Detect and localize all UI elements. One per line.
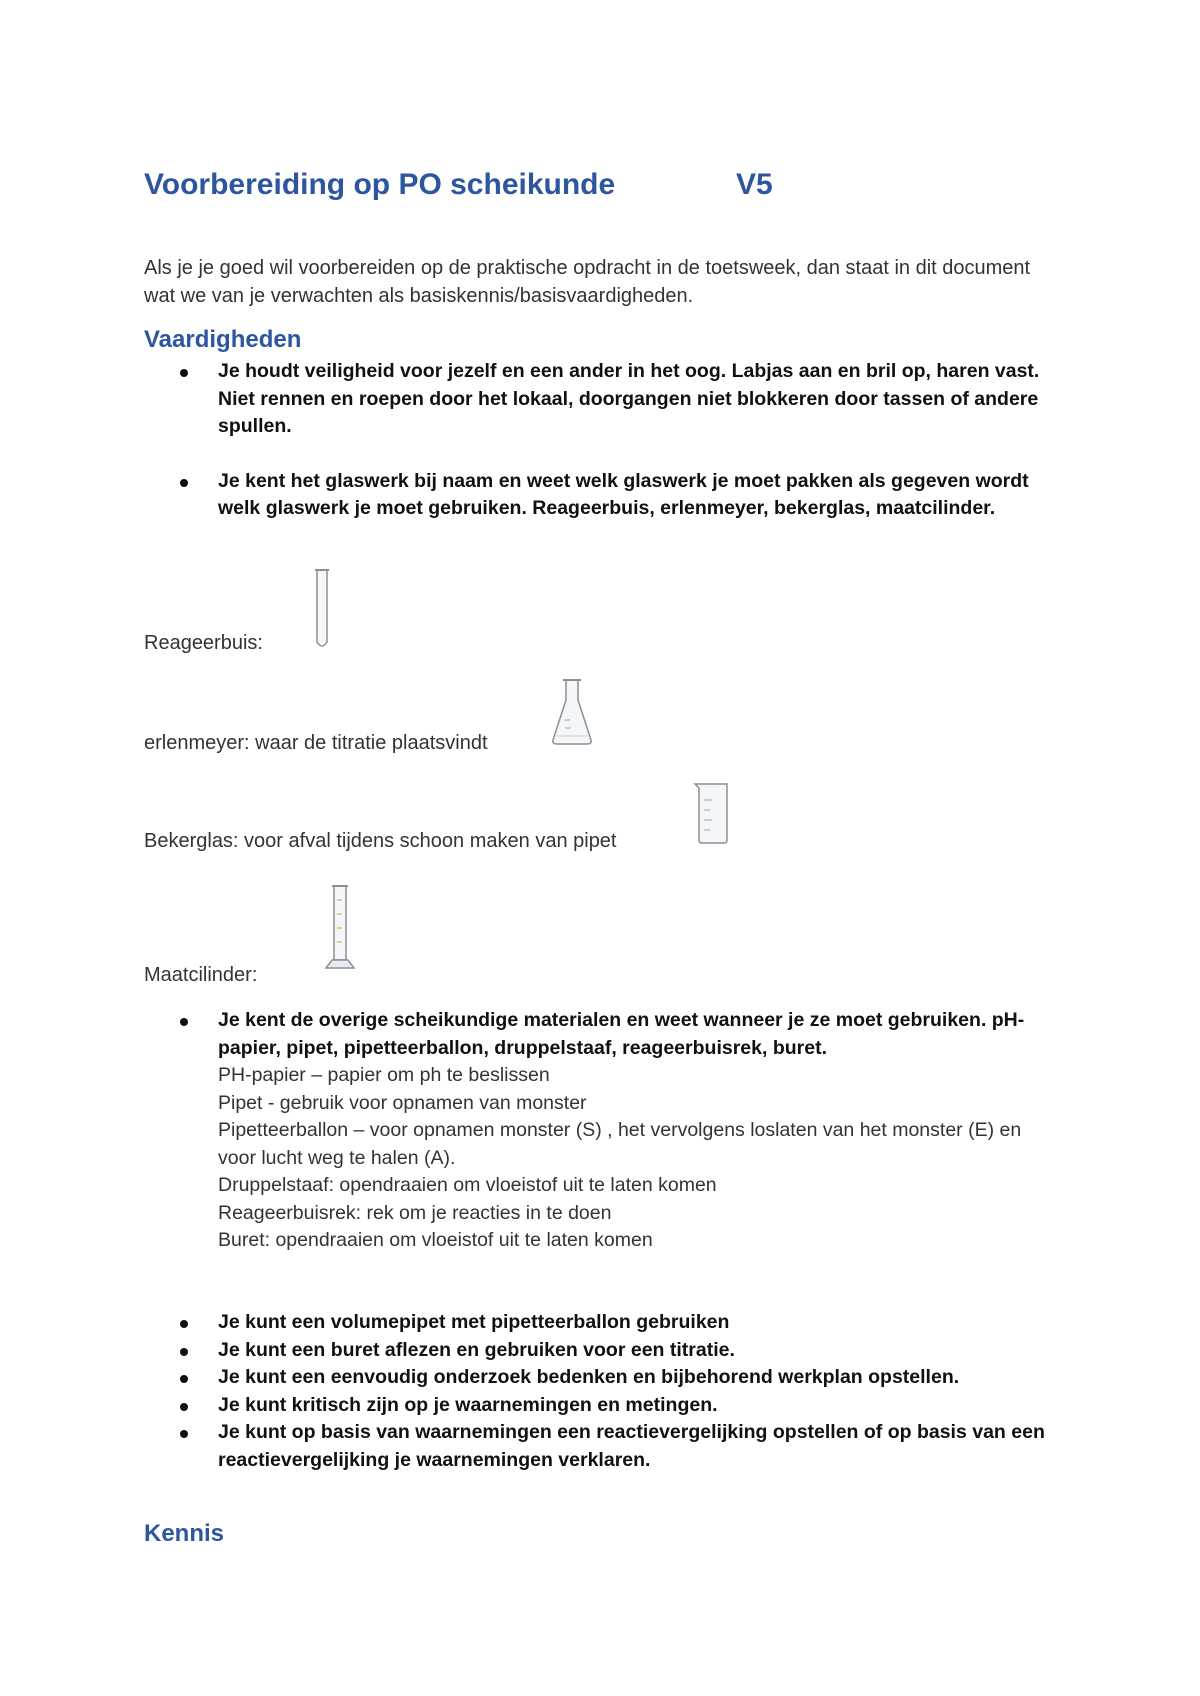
material-item: PH-papier – papier om ph te beslissen: [218, 1064, 550, 1086]
bullet-icon: [180, 1348, 188, 1356]
list-item: [176, 1392, 1056, 1420]
material-item: Pipet - gebruik voor opnamen van monster: [218, 1091, 587, 1114]
glassware-label-beaker: Bekerglas: voor afval tijdens schoon maken van pipet: [144, 830, 617, 852]
list-item: [176, 1364, 1056, 1392]
section-heading-knowledge: Kennis: [144, 1520, 225, 1547]
list-item-text: Je kunt een buret aflezen en gebruiken voor een titratie.: [218, 1338, 735, 1361]
bullet-icon: [180, 369, 188, 377]
bullet-icon: [180, 1320, 188, 1328]
material-item: Pipetteerballon – voor opnamen monster (S) , het vervolgens loslaten van het monster (E) en voor lucht weg te halen (A).: [218, 1119, 1022, 1169]
bullet-icon: [180, 479, 188, 487]
list-item-text: Je kent het glaswerk bij naam en weet welk glaswerk je moet pakken als gegeven wordt welk glaswerk je moet gebruiken. Reageerbuis, erlenmeyer, bekerglas, maatcilinder.: [218, 469, 1029, 519]
title-text: Voorbereiding op PO scheikunde: [144, 168, 616, 201]
skills-bullet-list-1: [176, 358, 1056, 523]
bullet-icon: [180, 1403, 188, 1411]
list-item: [176, 1337, 1056, 1365]
list-item: [176, 468, 1056, 523]
list-item-text: Je kent de overige scheikundige materialen en weet wanneer je ze moet gebruiken. pH-papier, pipet, pipetteerballon, druppelstaaf, reageerbuisrek, buret.: [218, 1009, 1025, 1059]
material-item: Reageerbuisrek: rek om je reacties in te doen: [218, 1201, 612, 1224]
beaker-icon: [692, 780, 732, 846]
bullet-icon: [180, 1018, 188, 1026]
page-title: [144, 168, 773, 202]
list-item: [176, 1007, 1056, 1255]
glassware-label-test-tube: Reageerbuis:: [144, 632, 263, 654]
glassware-label-graduated-cylinder: Maatcilinder:: [144, 964, 258, 986]
title-version: V5: [736, 168, 773, 201]
bullet-icon: [180, 1430, 188, 1438]
material-item: Druppelstaaf: opendraaien om vloeistof uit te laten komen: [218, 1174, 717, 1196]
list-item-text: Je houdt veiligheid voor jezelf en een ander in het oog. Labjas aan en bril op, haren vast. Niet rennen en roepen door het lokaal, doorgangen niet blokkeren door tassen of andere spullen.: [218, 360, 1040, 437]
graduated-cylinder-icon: [322, 884, 358, 970]
glassware-label-erlenmeyer: erlenmeyer: waar de titratie plaatsvindt: [144, 732, 488, 754]
materials-bullet-list: [176, 1007, 1056, 1255]
list-item: [176, 1309, 1056, 1337]
erlenmeyer-flask-icon: [548, 676, 596, 748]
intro-paragraph: Als je je goed wil voorbereiden op de praktische opdracht in de toetsweek, dan staat in dit document wat we van je verwachten als basiskennis/basisvaardigheden.: [144, 257, 1031, 307]
list-item-text: Je kunt op basis van waarnemingen een reactievergelijking opstellen of op basis van een reactievergelijking je waarnemingen verklaren.: [218, 1421, 1045, 1471]
section-heading-skills: Vaardigheden: [144, 326, 302, 353]
test-tube-icon: [310, 568, 334, 652]
material-item: Buret: opendraaien om vloeistof uit te laten komen: [218, 1229, 653, 1251]
list-item: [176, 358, 1056, 441]
list-item-text: Je kunt een eenvoudig onderzoek bedenken en bijbehorend werkplan opstellen.: [218, 1366, 960, 1388]
bullet-icon: [180, 1375, 188, 1383]
list-item-text: Je kunt kritisch zijn op je waarnemingen en metingen.: [218, 1393, 718, 1416]
list-item-text: Je kunt een volumepipet met pipetteerballon gebruiken: [218, 1311, 730, 1333]
list-item: [176, 1419, 1056, 1474]
skills-bullet-list-2: [176, 1309, 1056, 1474]
